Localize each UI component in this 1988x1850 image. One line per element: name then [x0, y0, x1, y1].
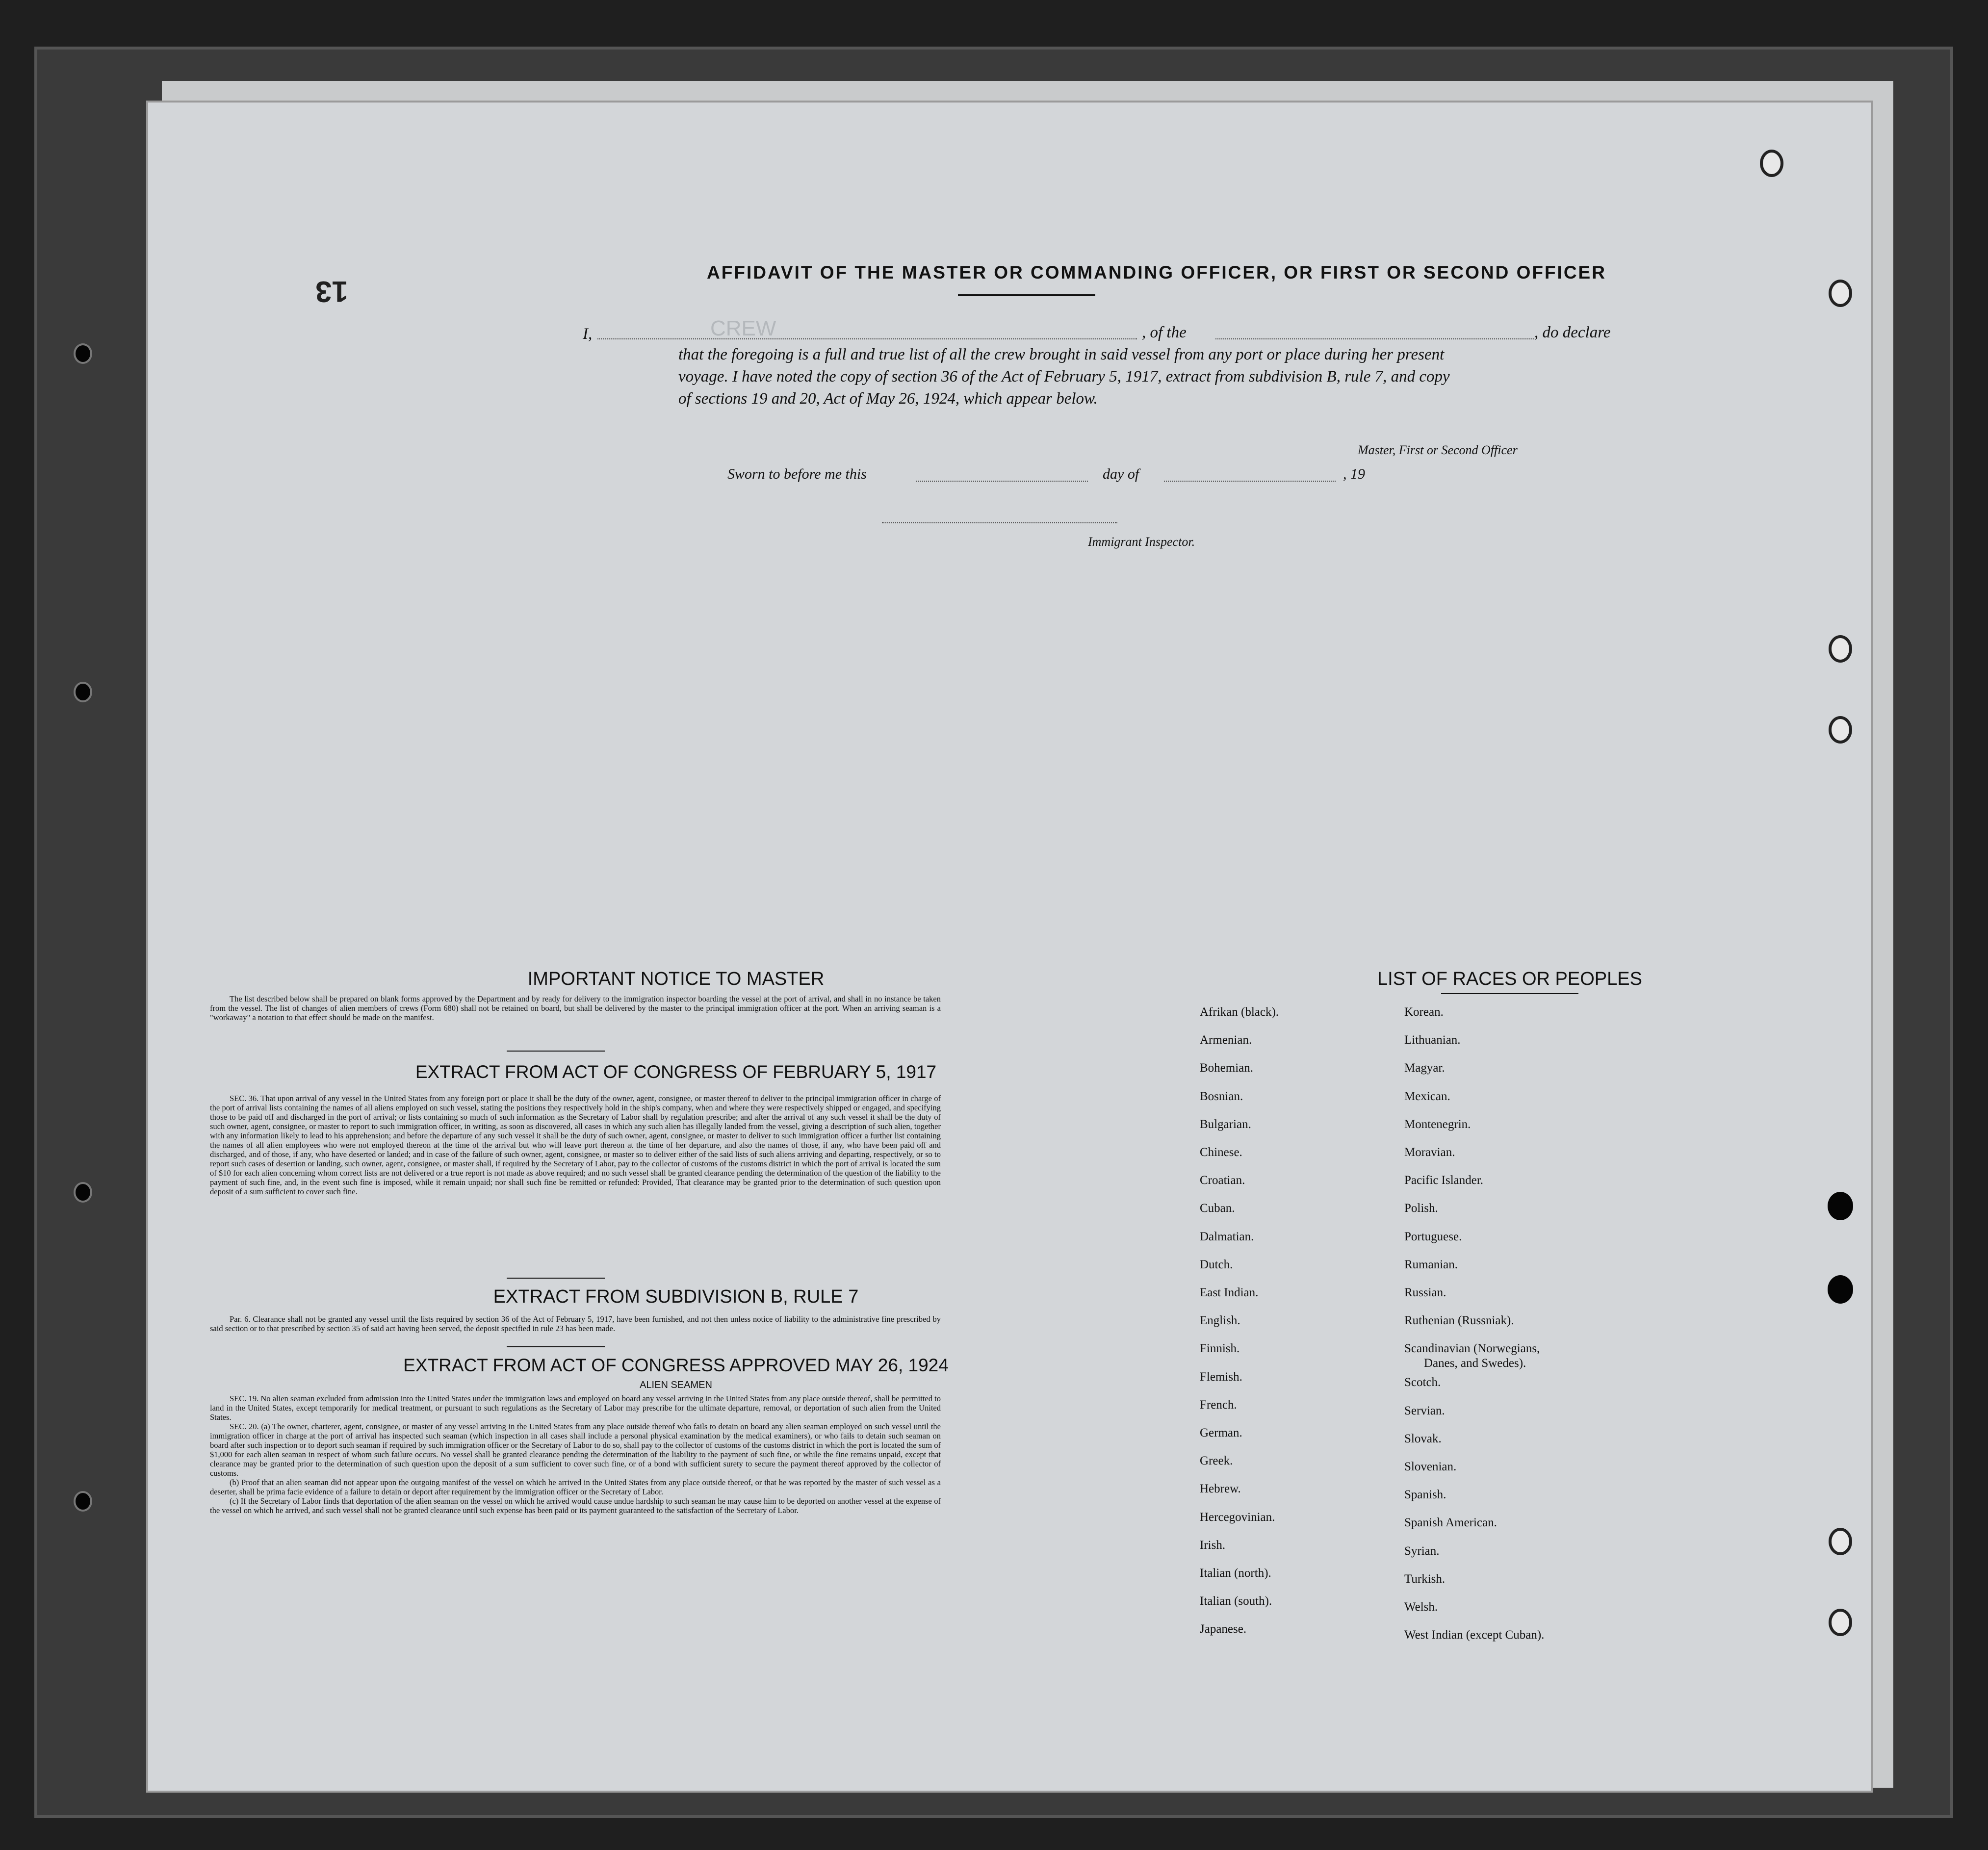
punch-hole [1829, 635, 1852, 663]
affidavit-line-3: voyage. I have noted the copy of section 36 of the Act of February 5, 1917, extract from subdivision B, rule 7, and copy [678, 368, 1450, 385]
race-item: East Indian. [1200, 1286, 1259, 1299]
extract-1917-title: EXTRACT FROM ACT OF CONGRESS OF FEBRUARY 5, 1917 [415, 1062, 937, 1082]
extract-1924-title: EXTRACT FROM ACT OF CONGRESS APPROVED MAY 26, 1924 [403, 1355, 949, 1375]
sec-19-paragraph: SEC. 19. No alien seaman excluded from admission into the United States under the immigration laws and employed on board any vessel arriving in the United States from any place outside thereof, shall be permitted to land in the United States, except temporarily for medical treatment, or pursuant to such regulations as the Secretary of Labor may prescribe for the ultimate departure, removal, or deportation of such alien from the United States. [210, 1394, 941, 1422]
race-item: Cuban. [1200, 1202, 1235, 1215]
race-item: Flemish. [1200, 1370, 1242, 1384]
vessel-blank [1215, 338, 1534, 339]
race-item: Montenegrin. [1404, 1117, 1471, 1131]
race-item: Moravian. [1404, 1146, 1455, 1159]
race-item: Dutch. [1200, 1258, 1233, 1271]
notice-text [210, 994, 941, 1022]
race-item: Bohemian. [1200, 1061, 1254, 1075]
affidavit-of-the: , of the [1142, 324, 1187, 341]
race-item: Hercegovinian. [1200, 1510, 1275, 1524]
race-item: Dalmatian. [1200, 1230, 1254, 1243]
race-item: Scandinavian (Norwegians, [1404, 1342, 1540, 1356]
race-item: Italian (north). [1200, 1567, 1271, 1580]
sworn-month-blank [1164, 481, 1336, 482]
binding-hole [74, 1491, 92, 1512]
race-item: Armenian. [1200, 1033, 1252, 1047]
race-item: Syrian. [1404, 1544, 1440, 1558]
sworn-day-blank [916, 481, 1088, 482]
year-prefix: , 19 [1343, 466, 1365, 482]
race-item: Pacific Islander. [1404, 1174, 1484, 1187]
races-title-underline [1441, 993, 1578, 994]
race-item: Danes, and Swedes). [1424, 1357, 1526, 1370]
punch-hole [1760, 150, 1783, 177]
race-item: Servian. [1404, 1404, 1445, 1417]
punch-hole [1829, 1609, 1852, 1636]
race-item: Afrikan (black). [1200, 1005, 1279, 1019]
affidavit-line-4: of sections 19 and 20, Act of May 26, 1924, which appear below. [678, 390, 1098, 408]
affidavit-declare: , do declare [1534, 324, 1611, 341]
race-item: Croatian. [1200, 1174, 1245, 1187]
section-divider [507, 1278, 605, 1279]
race-item: German. [1200, 1426, 1242, 1439]
sec-20a-paragraph: SEC. 20. (a) The owner, charterer, agent, consignee, or master of any vessel arriving in the United States from any place outside thereof who fails to detain on board any alien seaman employed on such vessel until the immigration officer in charge at the port of arrival has inspected such seaman (which inspection in all cases shall include a personal physical examination by the medical examiners), or who fails to detain such seaman on board after such inspection or to deport such seaman if required by such immigration officer or the Secretary of Labor to do so, shall pay to the collector of customs of the customs district in which the port is located the sum of $1,000 for each alien seaman in respect of whom such failure occurs. No vessel shall be granted clearance pending the determination of the liability to the payment of such fine, or while the fine remains unpaid, except that clearance may be granted prior to the determination of such question upon the deposit of a sum sufficient to cover such fine, or of a bond with sufficient surety to secure the payment thereof approved by the collector of customs. [210, 1422, 941, 1478]
race-item: Polish. [1404, 1202, 1438, 1215]
handwritten-page-number: 13 [315, 275, 348, 308]
race-item: Korean. [1404, 1005, 1444, 1019]
race-item: Bulgarian. [1200, 1117, 1251, 1131]
race-item: Spanish American. [1404, 1516, 1497, 1530]
race-item: English. [1200, 1314, 1240, 1328]
race-item: Scotch. [1404, 1376, 1441, 1389]
race-item: Slovenian. [1404, 1460, 1457, 1473]
binding-hole [74, 1182, 92, 1203]
punch-hole [1828, 1192, 1853, 1220]
section-divider [507, 1346, 605, 1347]
race-item: Mexican. [1404, 1089, 1450, 1103]
punch-hole [1829, 716, 1852, 744]
punch-hole [1829, 1528, 1852, 1555]
race-item: Rumanian. [1404, 1258, 1458, 1271]
rule7-paragraph: Par. 6. Clearance shall not be granted any vessel until the lists required by section 36 of the Act of February 5, 1917, have been furnished, and not then unless notice of liability to the administrative fine prescribed by said section or to that prescribed by section 35 of said act having been served, the deposit specified in rule 23 has been made. [210, 1314, 941, 1333]
race-item: Magyar. [1404, 1061, 1445, 1075]
sec-20c-paragraph: (c) If the Secretary of Labor finds that deportation of the alien seaman on the vessel on which he arrived would cause undue hardship to such seaman he may cause him to be deported on another vessel at the expense of the vessel on which he arrived, and such vessel shall not be granted clearance until such expense has been paid or its payment guaranteed to the satisfaction of the Secretary of Labor. [210, 1496, 941, 1515]
race-item: Russian. [1404, 1286, 1446, 1299]
manifest-page [146, 101, 1873, 1793]
rule7-title: EXTRACT FROM SUBDIVISION B, RULE 7 [493, 1286, 859, 1307]
races-title: LIST OF RACES OR PEOPLES [1377, 969, 1642, 989]
affidavit-title: AFFIDAVIT OF THE MASTER OR COMMANDING OFFICER, OR FIRST OR SECOND OFFICER [707, 262, 1606, 283]
bleed-through-text: CREW [710, 316, 776, 340]
extract-1917-text [210, 1094, 941, 1196]
race-item: West Indian (except Cuban). [1404, 1628, 1545, 1642]
alien-seamen-subtitle: ALIEN SEAMEN [640, 1380, 712, 1390]
race-item: Slovak. [1404, 1432, 1442, 1445]
race-item: Ruthenian (Russniak). [1404, 1314, 1514, 1328]
race-item: Japanese. [1200, 1622, 1247, 1636]
race-item: Italian (south). [1200, 1594, 1272, 1608]
race-item: Greek. [1200, 1454, 1233, 1468]
inspector-label: Immigrant Inspector. [1088, 535, 1195, 549]
inspector-blank [882, 522, 1117, 523]
race-item: Turkish. [1404, 1572, 1446, 1586]
sec-20b-paragraph: (b) Proof that an alien seaman did not appear upon the outgoing manifest of the vessel on which he arrived in the United States from any place outside thereof, or that he was reported by the master of such vessel as a deserter, shall be prima facie evidence of a failure to detain or deport after requirement by the immigration officer or the Secretary of Labor. [210, 1478, 941, 1496]
race-item: Lithuanian. [1404, 1033, 1461, 1047]
title-underline [958, 294, 1095, 296]
race-item: Bosnian. [1200, 1089, 1243, 1103]
race-item: Welsh. [1404, 1600, 1438, 1614]
affidavit-i: I, [583, 325, 593, 343]
name-blank [597, 338, 1137, 339]
race-item: Irish. [1200, 1538, 1226, 1552]
punch-hole [1829, 280, 1852, 307]
race-item: Finnish. [1200, 1342, 1240, 1356]
race-item: Hebrew. [1200, 1482, 1241, 1496]
sworn-text: Sworn to before me this [727, 466, 867, 482]
day-of-text: day of [1103, 466, 1139, 482]
notice-paragraph: The list described below shall be prepared on blank forms approved by the Department and by ready for delivery to the immigration inspector boarding the vessel at the port of arrival, and shall in no instance be taken from the vessel. The list of changes of alien members of crews (Form 680) shall not be retained on board, but shall be delivered by the master to the principal immigration officer at the port. When an arriving seaman is a "workaway" a notation to that effect should be made on the manifest. [210, 994, 941, 1022]
master-signature-label: Master, First or Second Officer [1358, 443, 1518, 457]
section-divider [507, 1051, 605, 1052]
binding-hole [74, 682, 92, 702]
binding-hole [74, 343, 92, 364]
punch-hole [1828, 1275, 1853, 1304]
rule7-text [210, 1314, 941, 1333]
sec-36-paragraph: SEC. 36. That upon arrival of any vessel in the United States from any foreign port or place it shall be the duty of the owner, agent, consignee, or master thereof to deliver to the principal immigration officer in charge of the port of arrival lists containing the names of all aliens employed on such vessel, stating the positions they respectively hold in the ship's company, when and where they were respectively shipped or engaged, and specifying those to be paid off and discharged in the port of arrival; or lists containing so much of such information as the Secretary of Labor shall by regulation prescribe; and after the arrival of any such vessel it shall be the duty of such owner, agent, consignee, or master to report to such immigration officer, in writing, as soon as discovered, all cases in which any such alien has illegally landed from the vessel, giving a description of such alien, together with any information likely to lead to his apprehension; and before the departure of any such vessel it shall be the duty of such owner, agent, consignee, or master to deliver to such immigration officer a further list containing the names of all alien employees who were not employed thereon at the time of the arrival but who will leave port thereon at the time of her departure, and also the names of those, if any, who have been paid off and discharged, and of those, if any, who have deserted or landed; and in case of the failure of such owner, agent, consignee, or master so to deliver either of the said lists of such aliens arriving and departing, respectively, or so to report such cases of desertion or landing, such owner, agent, consignee, or master shall, if required by the Secretary of Labor, pay to the collector of customs of the customs district in which the port of arrival is located the sum of $10 for each alien concerning whom correct lists are not delivered or a true report is not made as above required; and no such vessel shall be granted clearance pending the determination of the question of the liability to the payment of such fine, and, in the event such fine is imposed, while it remain unpaid; nor shall such fine be remitted or refunded: Provided, That clearance may be granted prior to the determination of such question upon deposit of a sum sufficient to cover such fine. [210, 1094, 941, 1196]
race-item: French. [1200, 1398, 1237, 1412]
affidavit-line-2: that the foregoing is a full and true list of all the crew brought in said vessel from any port or place during her present [678, 346, 1445, 363]
notice-title: IMPORTANT NOTICE TO MASTER [527, 969, 825, 989]
race-item: Chinese. [1200, 1146, 1242, 1159]
extract-1924-text [210, 1394, 941, 1515]
race-item: Portuguese. [1404, 1230, 1462, 1243]
race-item: Spanish. [1404, 1488, 1446, 1502]
